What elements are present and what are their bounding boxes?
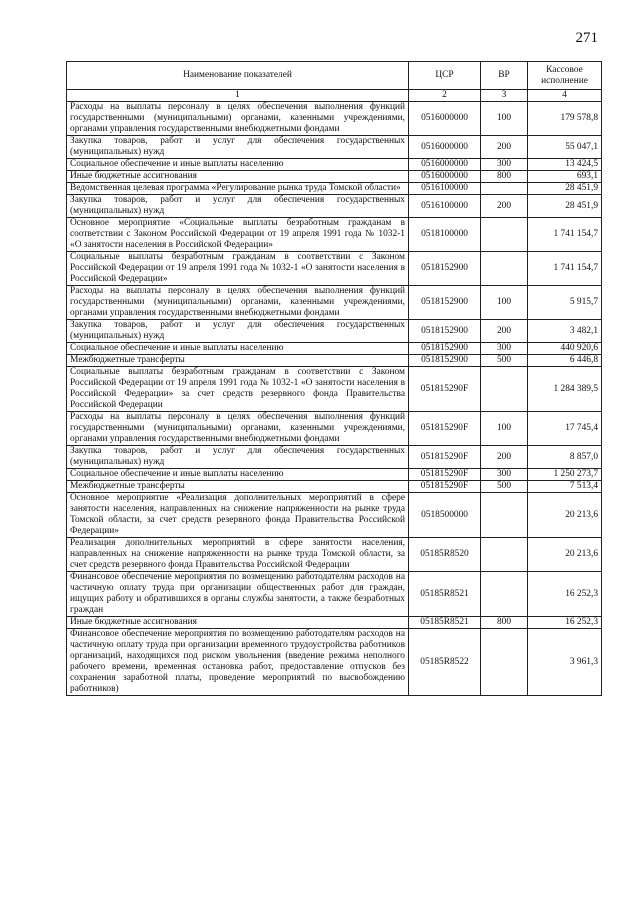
cell-csr: 0516000000 xyxy=(409,136,481,159)
index-cell: 4 xyxy=(528,90,602,102)
cell-sum: 16 252,3 xyxy=(528,617,602,629)
cell-sum: 1 741 154,7 xyxy=(528,252,602,286)
cell-sum: 1 741 154,7 xyxy=(528,218,602,252)
cell-sum: 5 915,7 xyxy=(528,286,602,320)
cell-csr: 05185R8521 xyxy=(409,572,481,617)
table-row xyxy=(67,195,602,218)
cell-csr: 0516000000 xyxy=(409,159,481,171)
cell-csr: 0518152900 xyxy=(409,343,481,355)
table-row xyxy=(67,538,602,572)
cell-name: Закупка товаров, работ и услуг для обеспечения государственных (муниципальных) нужд xyxy=(67,446,409,469)
cell-vr xyxy=(481,538,528,572)
cell-vr: 300 xyxy=(481,159,528,171)
cell-csr: 0516000000 xyxy=(409,171,481,183)
cell-name: Социальное обеспечение и иные выплаты населению xyxy=(67,343,409,355)
header-vr: ВР xyxy=(481,62,528,90)
table-row xyxy=(67,171,602,183)
cell-sum: 16 252,3 xyxy=(528,572,602,617)
cell-vr: 500 xyxy=(481,481,528,493)
page-number: 271 xyxy=(575,30,598,46)
cell-vr xyxy=(481,493,528,538)
cell-sum: 17 745,4 xyxy=(528,412,602,446)
cell-sum: 20 213,6 xyxy=(528,493,602,538)
cell-name: Расходы на выплаты персоналу в целях обеспечения выполнения функций государственными (муниципальными) органами, казенными учреждениями, органами управления государственными внебюджетными фондами xyxy=(67,412,409,446)
cell-csr: 0518500000 xyxy=(409,493,481,538)
table-row xyxy=(67,412,602,446)
table-row xyxy=(67,469,602,481)
table-row xyxy=(67,572,602,617)
table-row xyxy=(67,629,602,696)
cell-vr: 100 xyxy=(481,286,528,320)
cell-csr: 0518152900 xyxy=(409,320,481,343)
cell-sum: 8 857,0 xyxy=(528,446,602,469)
cell-name: Ведомственная целевая программа «Регулирование рынка труда Томской области» xyxy=(67,183,409,195)
cell-vr: 300 xyxy=(481,469,528,481)
table-row xyxy=(67,617,602,629)
cell-name: Основное мероприятие «Реализация дополнительных мероприятий в сфере занятости населения, направленных на снижение напряженности на рынке труда Томской области, за счет средств резервного фонда Правительства Российской Федерации» xyxy=(67,493,409,538)
index-cell: 2 xyxy=(409,90,481,102)
cell-csr: 0518152900 xyxy=(409,286,481,320)
column-index-row xyxy=(67,90,602,102)
index-cell: 3 xyxy=(481,90,528,102)
cell-csr: 051815290F xyxy=(409,481,481,493)
cell-csr: 0516100000 xyxy=(409,195,481,218)
cell-sum: 13 424,5 xyxy=(528,159,602,171)
cell-sum: 1 284 389,5 xyxy=(528,367,602,412)
cell-sum: 1 250 273,7 xyxy=(528,469,602,481)
cell-name: Закупка товаров, работ и услуг для обеспечения государственных (муниципальных) нужд xyxy=(67,320,409,343)
cell-csr: 05185R8520 xyxy=(409,538,481,572)
cell-vr: 200 xyxy=(481,446,528,469)
cell-name: Социальное обеспечение и иные выплаты населению xyxy=(67,159,409,171)
cell-csr: 0518100000 xyxy=(409,218,481,252)
cell-sum: 20 213,6 xyxy=(528,538,602,572)
cell-sum: 3 961,3 xyxy=(528,629,602,696)
cell-name: Закупка товаров, работ и услуг для обеспечения государственных (муниципальных) нужд xyxy=(67,195,409,218)
table-row xyxy=(67,159,602,171)
cell-sum: 693,1 xyxy=(528,171,602,183)
cell-vr: 800 xyxy=(481,171,528,183)
cell-vr xyxy=(481,629,528,696)
cell-sum: 28 451,9 xyxy=(528,195,602,218)
cell-name: Расходы на выплаты персоналу в целях обеспечения выполнения функций государственными (муниципальными) органами, казенными учреждениями, органами управления государственными внебюджетными фондами xyxy=(67,102,409,136)
cell-name: Реализация дополнительных мероприятий в сфере занятости населения, направленных на снижение напряженности на рынке труда Томской области, за счет средств резервного фонда Правительства Российской Федерации xyxy=(67,538,409,572)
table-row xyxy=(67,102,602,136)
cell-name: Финансовое обеспечение мероприятия по возмещению работодателям расходов на частичную оплату труда при организации общественных работ для граждан, ищущих работу и обратившихся в органы службы занятости, а также безработных граждан xyxy=(67,572,409,617)
cell-name: Иные бюджетные ассигнования xyxy=(67,171,409,183)
table-row xyxy=(67,367,602,412)
cell-name: Финансовое обеспечение мероприятия по возмещению работодателям расходов на частичную оплату труда при организации временного трудоустройства работников организаций, находящихся под риском увольнения (введение режима неполного рабочего времени, временная остановка работ, предоставление отпусков без сохранения заработной платы, проведение мероприятий по высвобождению работников) xyxy=(67,629,409,696)
cell-vr: 500 xyxy=(481,355,528,367)
cell-csr: 0516100000 xyxy=(409,183,481,195)
cell-sum: 3 482,1 xyxy=(528,320,602,343)
cell-vr xyxy=(481,218,528,252)
cell-csr: 051815290F xyxy=(409,367,481,412)
header-csr: ЦСР xyxy=(409,62,481,90)
header-name: Наименование показателей xyxy=(67,62,409,90)
index-cell: 1 xyxy=(67,90,409,102)
table-row xyxy=(67,320,602,343)
cell-vr xyxy=(481,183,528,195)
cell-sum: 7 513,4 xyxy=(528,481,602,493)
cell-name: Социальные выплаты безработным гражданам в соответствии с Законом Российской Федерации от 19 апреля 1991 года № 1032-1 «О занятости населения в Российской Федерации» за счет средств резервного фонда Правительства Российской Федерации xyxy=(67,367,409,412)
cell-csr: 0518152900 xyxy=(409,252,481,286)
cell-vr: 100 xyxy=(481,412,528,446)
table-header-row xyxy=(67,62,602,90)
table-row xyxy=(67,136,602,159)
table-row xyxy=(67,481,602,493)
cell-csr: 051815290F xyxy=(409,446,481,469)
cell-name: Основное мероприятие «Социальные выплаты безработным гражданам в соответствии с Законом Российской Федерации от 19 апреля 1991 года № 1032-1 «О занятости населения в Российской Федерации» xyxy=(67,218,409,252)
budget-execution-table xyxy=(66,61,602,696)
cell-name: Закупка товаров, работ и услуг для обеспечения государственных (муниципальных) нужд xyxy=(67,136,409,159)
cell-vr xyxy=(481,367,528,412)
cell-csr: 051815290F xyxy=(409,469,481,481)
cell-csr: 05185R8522 xyxy=(409,629,481,696)
table-row xyxy=(67,446,602,469)
cell-name: Межбюджетные трансферты xyxy=(67,481,409,493)
cell-sum: 55 047,1 xyxy=(528,136,602,159)
cell-sum: 28 451,9 xyxy=(528,183,602,195)
cell-csr: 0518152900 xyxy=(409,355,481,367)
cell-name: Социальные выплаты безработным гражданам в соответствии с Законом Российской Федерации от 19 апреля 1991 года № 1032-1 «О занятости населения в Российской Федерации» xyxy=(67,252,409,286)
table-row xyxy=(67,218,602,252)
table-row xyxy=(67,355,602,367)
table-row xyxy=(67,286,602,320)
cell-name: Социальное обеспечение и иные выплаты населению xyxy=(67,469,409,481)
cell-csr: 0516000000 xyxy=(409,102,481,136)
cell-vr xyxy=(481,572,528,617)
cell-sum: 6 446,8 xyxy=(528,355,602,367)
cell-vr: 100 xyxy=(481,102,528,136)
table-row xyxy=(67,343,602,355)
cell-vr xyxy=(481,252,528,286)
cell-csr: 051815290F xyxy=(409,412,481,446)
cell-vr: 200 xyxy=(481,136,528,159)
cell-vr: 200 xyxy=(481,320,528,343)
cell-csr: 05185R8521 xyxy=(409,617,481,629)
cell-name: Межбюджетные трансферты xyxy=(67,355,409,367)
cell-sum: 179 578,8 xyxy=(528,102,602,136)
cell-name: Расходы на выплаты персоналу в целях обеспечения выполнения функций государственными (муниципальными) органами, казенными учреждениями, органами управления государственными внебюджетными фондами xyxy=(67,286,409,320)
table-row xyxy=(67,252,602,286)
cell-sum: 440 920,6 xyxy=(528,343,602,355)
cell-name: Иные бюджетные ассигнования xyxy=(67,617,409,629)
cell-vr: 300 xyxy=(481,343,528,355)
cell-vr: 200 xyxy=(481,195,528,218)
cell-vr: 800 xyxy=(481,617,528,629)
header-sum: Кассовое исполнение xyxy=(528,62,602,90)
table-row xyxy=(67,493,602,538)
table-row xyxy=(67,183,602,195)
